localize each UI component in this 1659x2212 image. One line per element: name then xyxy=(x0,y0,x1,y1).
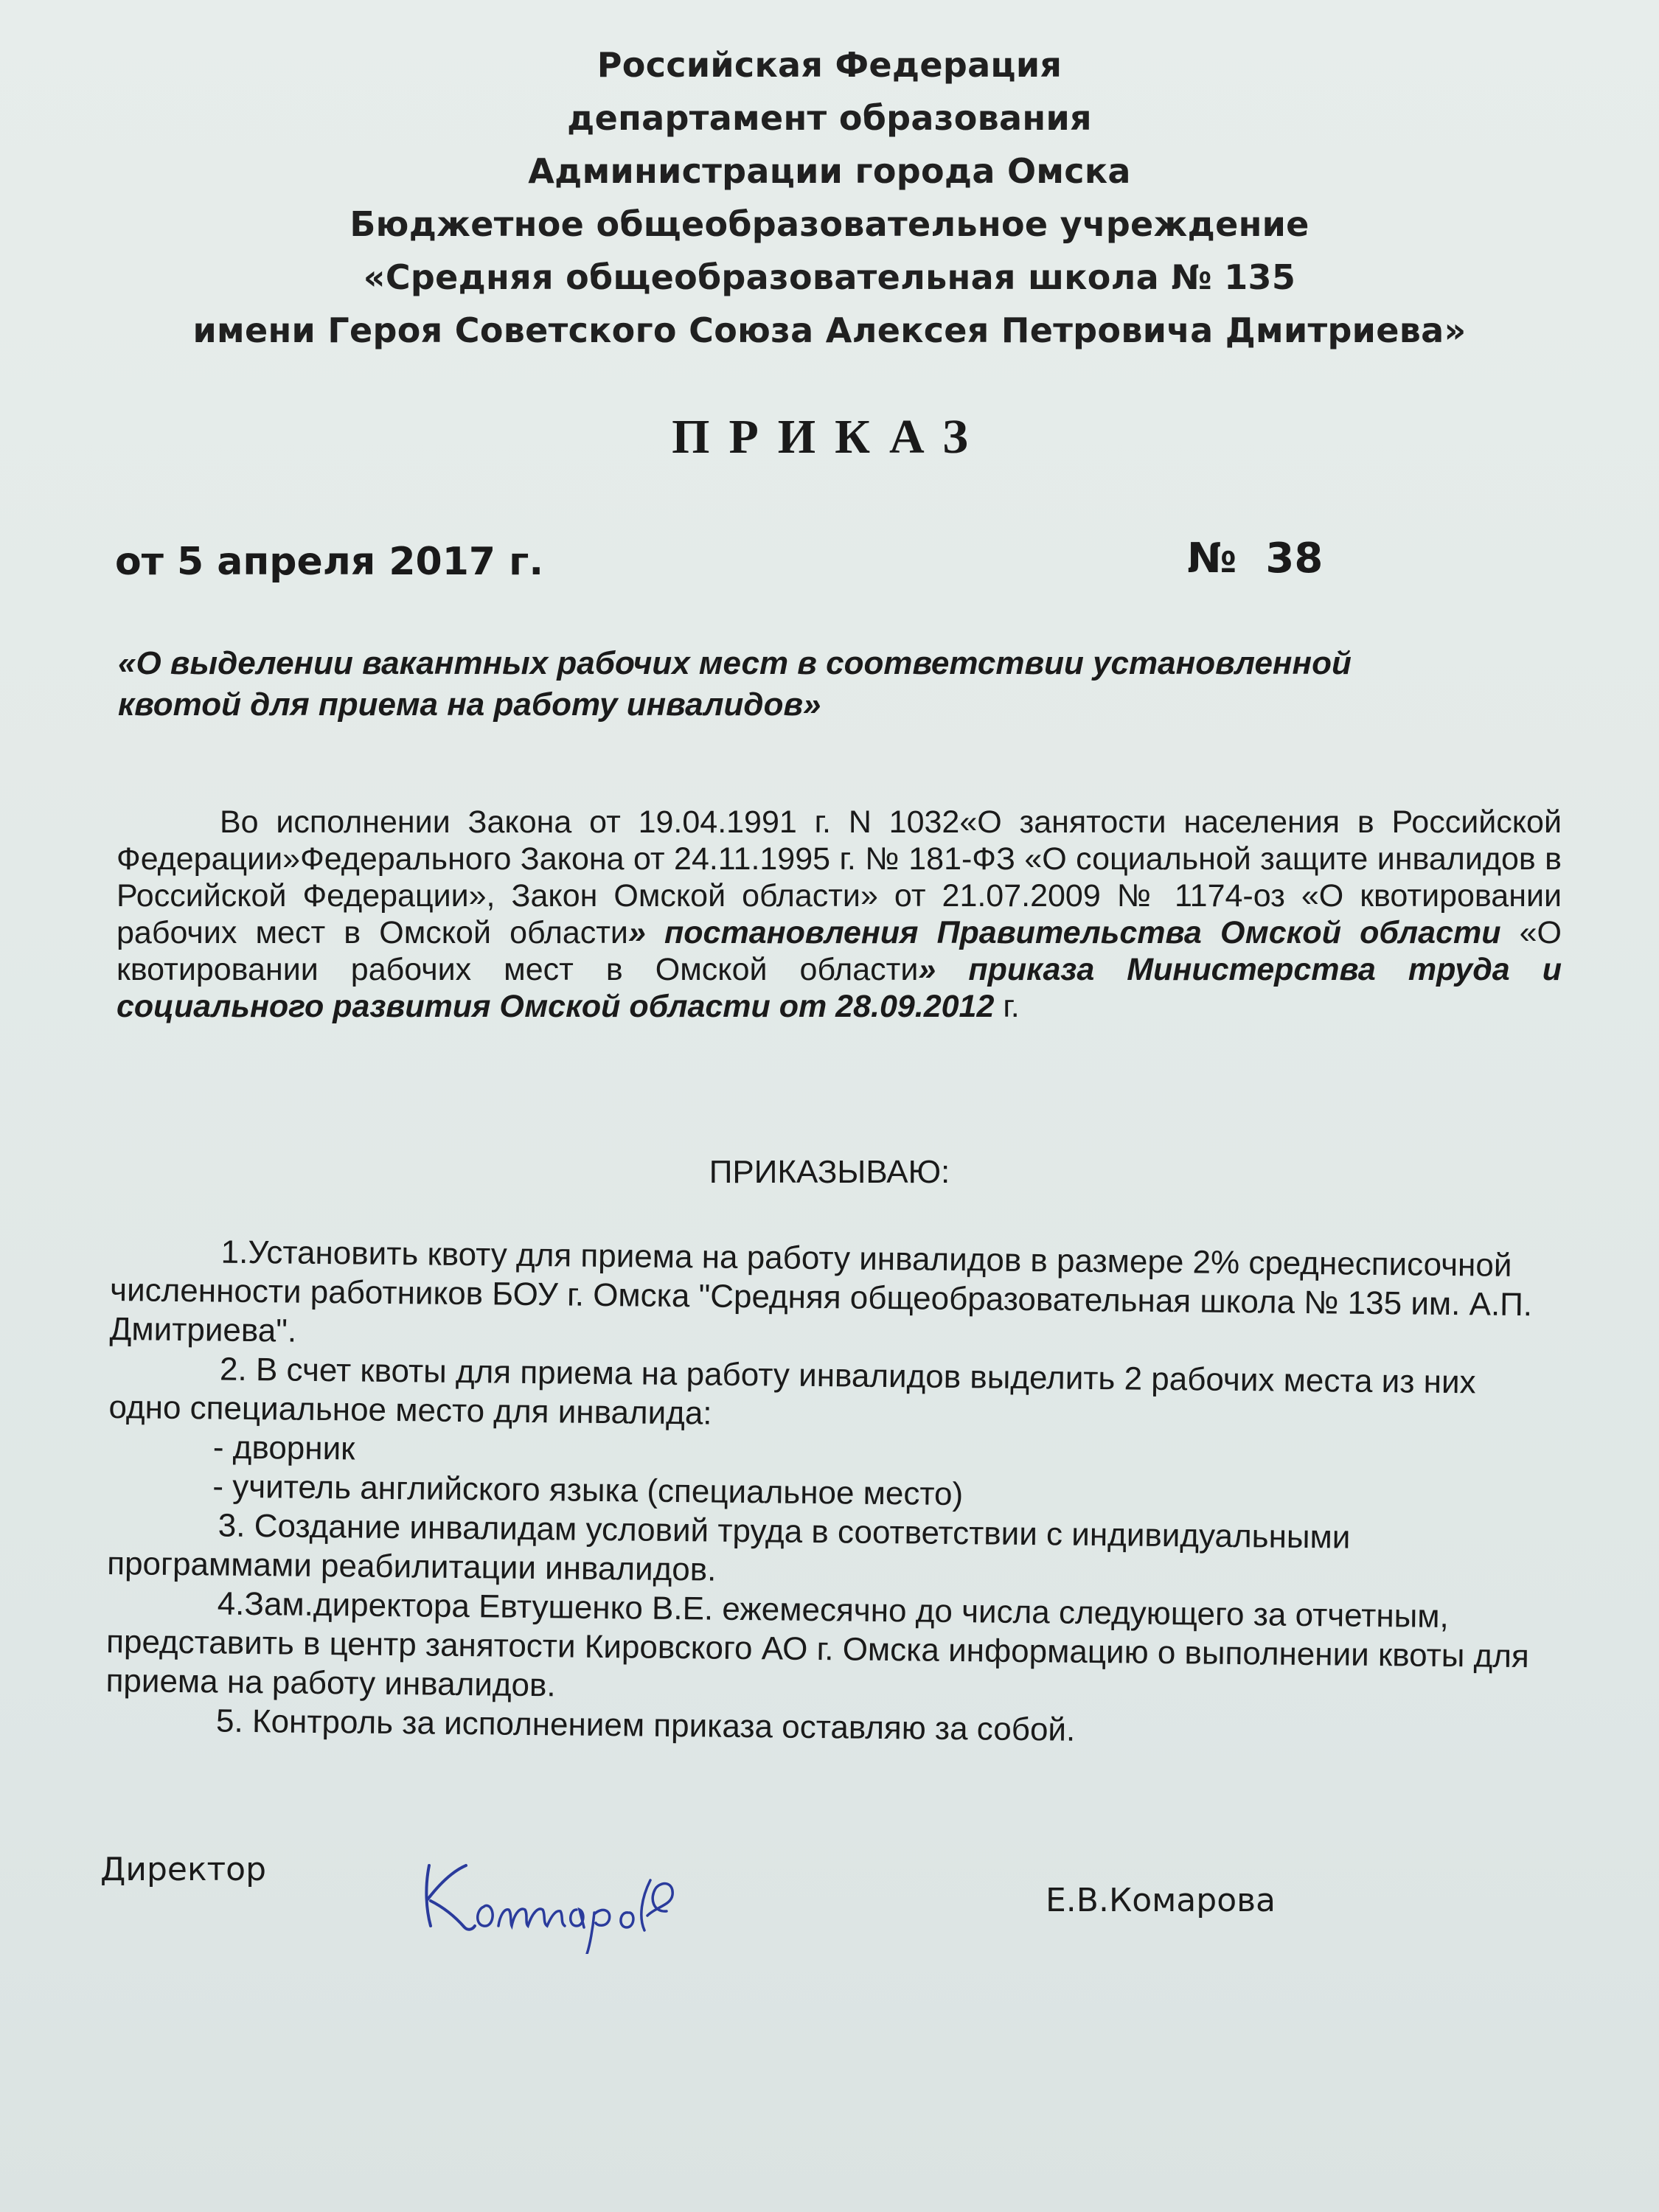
order-item-4: 4.Зам.директора Евтушенко В.Е. ежемесячно до числа следующего за отчетным, представить в центр занятости Кировского АО г. Омска информацию о выполнении квоты для приема на работу инвалидов. xyxy=(105,1585,1530,1704)
handwritten-signature xyxy=(413,1836,693,1954)
preamble-bold-1: » постановления Правительства Омской области xyxy=(627,915,1501,950)
order-item-3: 3. Создание инвалидам условий труда в соответствии с индивидуальными программами реабилитации инвалидов. xyxy=(107,1507,1351,1588)
preamble-text-7: г. xyxy=(994,989,1020,1024)
order-subitem-english-teacher: - учитель английского языка (специальное место) xyxy=(212,1468,964,1513)
subject-line-1: «О выделении вакантных рабочих мест в соответствии установленной xyxy=(118,645,1352,681)
header-line-country: Российская Федерация xyxy=(597,45,1062,85)
orders-heading: ПРИКАЗЫВАЮ: xyxy=(709,1154,950,1190)
order-item-1: 1.Установить квоту для приема на работу инвалидов в размере 2% среднесписочной численности работников БОУ г. Омска "Средняя общеобразовательная школа № 135 им. А.П. Дмитриева". xyxy=(109,1234,1533,1349)
header-line-institution-type: Бюджетное общеобразовательное учреждение xyxy=(349,204,1310,244)
preamble-text-5: «О квотировании рабочих мест в Омской области xyxy=(116,915,1562,987)
order-item-5: 5. Контроль за исполнением приказа оставляю за собой. xyxy=(215,1703,1076,1748)
header-line-school-name: «Средняя общеобразовательная школа № 135 xyxy=(363,257,1296,297)
subject-line-2: квотой для приема на работу инвалидов» xyxy=(118,686,821,723)
order-subitem-janitor: - дворник xyxy=(212,1429,355,1467)
preamble-text-2: «О социальной защите инвалидов в Российской Федерации», xyxy=(116,841,1562,914)
signature-block xyxy=(0,1843,1659,1961)
order-item-2: 2. В счет квоты для приема на работу инвалидов выделить 2 рабочих места из них одно специальное место для инвалида: xyxy=(108,1351,1476,1432)
order-number: № 38 xyxy=(1187,535,1324,582)
header-line-department: департамент образования xyxy=(567,98,1092,138)
preamble-bold-2: » приказа Министерства труда и социального развития Омской области от 28.09.2012 xyxy=(116,952,1562,1024)
orders-list xyxy=(105,1231,1556,1754)
preamble-paragraph xyxy=(116,804,1562,1025)
order-date: от 5 апреля 2017 г. xyxy=(115,540,544,584)
order-subject xyxy=(118,643,1467,726)
preamble-text-3: Закон Омской области» от 21.07.2009 № 1174-оз «О квотировании рабочих мест в Омской области xyxy=(116,878,1562,950)
header-line-hero-name: имени Героя Советского Союза Алексея Петровича Дмитриева» xyxy=(192,310,1467,350)
preamble-text-1: Во исполнении Закона от 19.04.1991 г. N 1032«О занятости населения в Российской Федерации»Федерального Закона от 24.11.1995 г. № 181-ФЗ xyxy=(116,804,1562,877)
signer-role: Директор xyxy=(100,1851,267,1888)
header-line-administration: Администрации города Омска xyxy=(528,151,1131,191)
document-title: ПРИКАЗ xyxy=(672,410,987,464)
signer-name: Е.В.Комарова xyxy=(1046,1882,1276,1919)
organization-header xyxy=(0,38,1659,357)
